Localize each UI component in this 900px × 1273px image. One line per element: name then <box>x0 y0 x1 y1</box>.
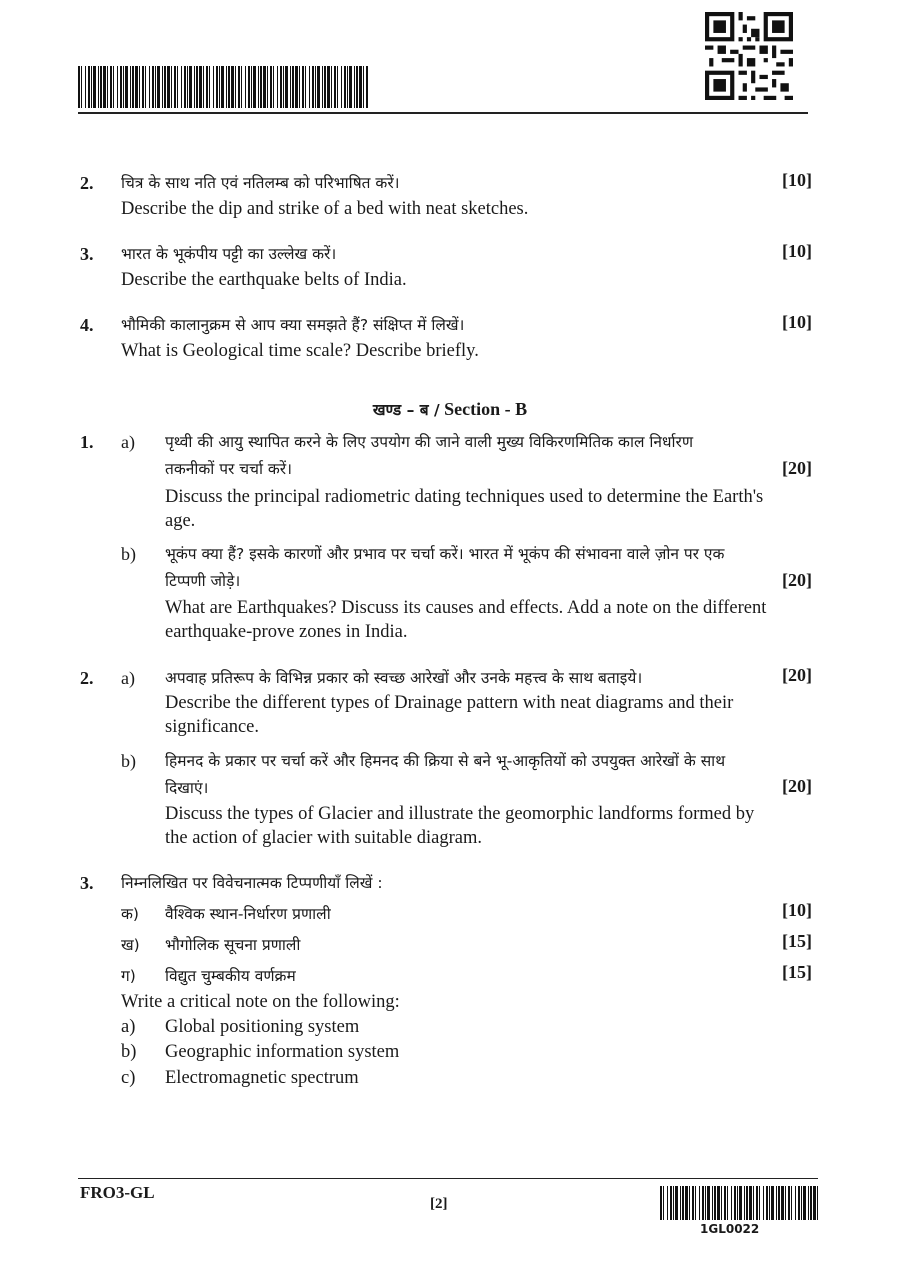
question-number: 3. <box>80 873 94 893</box>
footer-rule <box>78 1178 818 1179</box>
question-text-english: age. <box>165 511 196 531</box>
question-number: 3. <box>80 244 94 264</box>
list-item-english: Geographic information system <box>165 1042 400 1062</box>
question-number: 2. <box>80 668 94 688</box>
question-text-english: Discuss the types of Glacier and illustrate the geomorphic landforms formed by <box>165 804 755 824</box>
question-text-hindi: पृथ्वी की आयु स्थापित करने के लिए उपयोग की जाने वाली मुख्य विकिरणमितिक काल निर्धारण <box>165 433 694 451</box>
question-marks: [15] <box>782 931 812 951</box>
question-marks: [20] <box>782 458 812 478</box>
question-marks: [20] <box>782 776 812 796</box>
question-text-english: Describe the dip and strike of a bed with neat sketches. <box>121 199 529 219</box>
bottom-barcode <box>660 1186 820 1220</box>
top-barcode <box>78 66 368 108</box>
header-rule <box>78 112 808 114</box>
subquestion-label: b) <box>121 751 136 771</box>
question-text-hindi: भारत के भूकंपीय पट्टी का उल्लेख करें। <box>121 245 337 263</box>
paper-code: FRO3-GL <box>80 1183 155 1202</box>
subquestion-label: a) <box>121 432 135 452</box>
list-item-english: Global positioning system <box>165 1017 360 1037</box>
section-heading-hindi: खण्ड – ब / <box>372 401 440 419</box>
question-marks: [20] <box>782 570 812 590</box>
question-text-hindi: हिमनद के प्रकार पर चर्चा करें और हिमनद की क्रिया से बने भू-आकृतियों को उपयुक्त आरेखों के साथ <box>165 752 726 770</box>
question-text-english: the action of glacier with suitable diagram. <box>165 828 482 848</box>
question-text-english: earthquake-prove zones in India. <box>165 622 408 642</box>
question-text-hindi: चित्र के साथ नति एवं नतिलम्ब को परिभाषित करें। <box>121 174 400 192</box>
question-text-hindi: भौमिकी कालानुक्रम से आप क्या समझते हैं? संक्षिप्त में लिखें। <box>121 316 465 334</box>
section-heading <box>0 398 900 420</box>
question-marks: [10] <box>782 241 812 261</box>
list-item-english: Electromagnetic spectrum <box>165 1068 359 1088</box>
subquestion-label: b) <box>121 544 136 564</box>
question-text-english: Describe the different types of Drainage pattern with neat diagrams and their <box>165 693 734 713</box>
question-marks: [10] <box>782 312 812 332</box>
qr-code <box>705 12 793 100</box>
list-item-hindi: वैश्विक स्थान-निर्धारण प्रणाली <box>165 905 331 923</box>
question-text-english: Discuss the principal radiometric dating techniques used to determine the Earth's <box>165 487 764 507</box>
question-marks: [15] <box>782 962 812 982</box>
list-item-label: a) <box>121 1017 136 1037</box>
list-item-label: c) <box>121 1068 136 1088</box>
list-item-label: ख) <box>121 936 140 954</box>
question-text-english: What is Geological time scale? Describe briefly. <box>121 341 479 361</box>
question-text-hindi: भूकंप क्या हैं? इसके कारणों और प्रभाव पर चर्चा करें। भारत में भूकंप की संभावना वाले ज़ोन पर एक <box>165 545 725 563</box>
question-number: 1. <box>80 432 94 452</box>
barcode-id: 1GL0022 <box>700 1222 760 1236</box>
list-item-label: ग) <box>121 967 136 985</box>
list-item-hindi: भौगोलिक सूचना प्रणाली <box>165 936 301 954</box>
question-intro-english: Write a critical note on the following: <box>121 992 400 1012</box>
question-marks: [10] <box>782 900 812 920</box>
question-marks: [10] <box>782 170 812 190</box>
list-item-label: b) <box>121 1042 137 1062</box>
question-number: 2. <box>80 173 94 193</box>
list-item-hindi: विद्युत चुम्बकीय वर्णक्रम <box>165 967 296 985</box>
question-text-hindi: तकनीकों पर चर्चा करें। <box>165 460 293 478</box>
question-text-hindi: दिखाएं। <box>165 779 209 797</box>
question-number: 4. <box>80 315 94 335</box>
question-marks: [20] <box>782 665 812 685</box>
page-number: [2] <box>430 1196 448 1212</box>
section-heading-english: Section - B <box>444 399 528 419</box>
list-item-label: क) <box>121 905 139 923</box>
question-text-hindi: टिप्पणी जोड़े। <box>165 572 241 590</box>
subquestion-label: a) <box>121 668 135 688</box>
question-intro-hindi: निम्नलिखित पर विवेचनात्मक टिप्पणीयाँ लिखें : <box>121 874 383 892</box>
question-text-hindi: अपवाह प्रतिरूप के विभिन्न प्रकार को स्वच्छ आरेखों और उनके महत्त्व के साथ बताइये। <box>165 669 643 687</box>
question-text-english: significance. <box>165 717 259 737</box>
question-text-english: Describe the earthquake belts of India. <box>121 270 407 290</box>
question-text-english: What are Earthquakes? Discuss its causes and effects. Add a note on the different <box>165 598 767 618</box>
